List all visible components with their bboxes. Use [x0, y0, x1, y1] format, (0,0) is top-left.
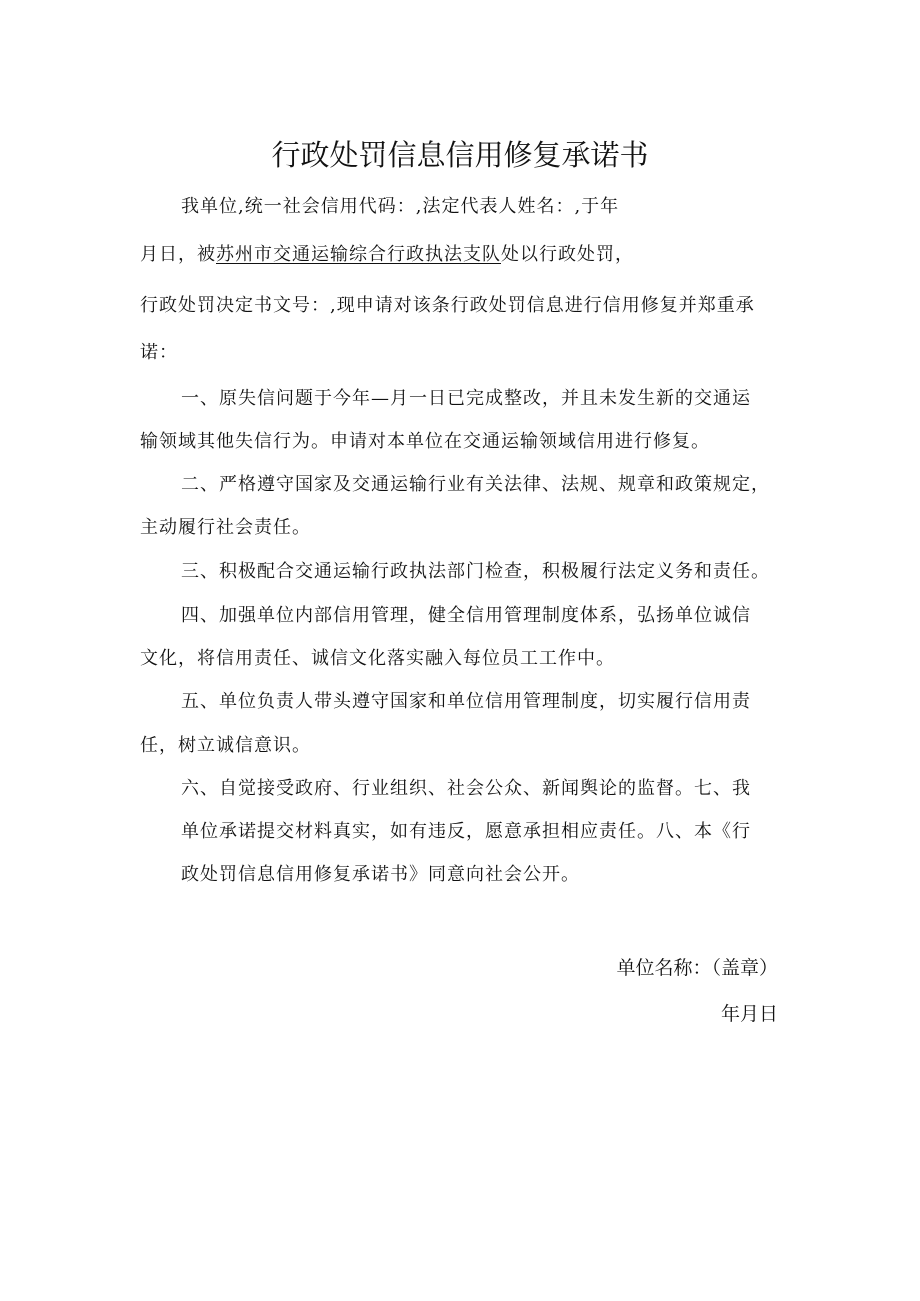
item-4-line-1: 四、加强单位内部信用管理，健全信用管理制度体系，弘扬单位诚信	[181, 605, 751, 626]
item-4-line-2: 文化，将信用责任、诚信文化落实融入每位员工工作中。	[140, 648, 615, 669]
item-6-line-3: 政处罚信息信用修复承诺书》同意向社会公开。	[181, 864, 580, 885]
item-1-line-1: 一、原失信问题于今年—月一日已完成整改，并且未发生新的交通运	[181, 388, 751, 409]
item-3-line-1: 三、积极配合交通运输行政执法部门检查，积极履行法定义务和责任。	[181, 561, 770, 582]
enforcement-agency-name: 苏州市交通运输综合行政执法支队	[216, 244, 501, 265]
intro-line-2	[140, 243, 634, 267]
item-6-line-2: 单位承诺提交材料真实，如有违反，愿意承担相应责任。八、本《行	[181, 821, 751, 842]
item-2-line-2: 主动履行社会责任。	[140, 517, 311, 538]
item-1-line-2: 输领域其他失信行为。申请对本单位在交通运输领域信用进行修复。	[140, 431, 710, 452]
item-6-line-1: 六、自觉接受政府、行业组织、社会公众、新闻舆论的监督。七、我	[181, 778, 751, 799]
item-2-line-1: 二、严格遵守国家及交通运输行业有关法律、法规、规章和政策规定，	[181, 474, 770, 495]
intro-line-2-after: 处以行政处罚，	[501, 244, 634, 265]
intro-line-4: 诺：	[140, 342, 178, 363]
item-5-line-2: 任，树立诚信意识。	[140, 735, 311, 756]
unit-name-seal: 单位名称：（盖章）	[616, 957, 778, 979]
signature-date: 年月日	[720, 1003, 778, 1025]
document-title: 行政处罚信息信用修复承诺书	[271, 138, 649, 172]
intro-line-3: 行政处罚决定书文号：,现申请对该条行政处罚信息进行信用修复并郑重承	[140, 295, 755, 316]
intro-line-1: 我单位,统一社会信用代码：,法定代表人姓名：,于年	[181, 196, 620, 217]
intro-line-2-before: 月日，被	[140, 244, 216, 265]
item-5-line-1: 五、单位负责人带头遵守国家和单位信用管理制度，切实履行信用责	[181, 691, 751, 712]
